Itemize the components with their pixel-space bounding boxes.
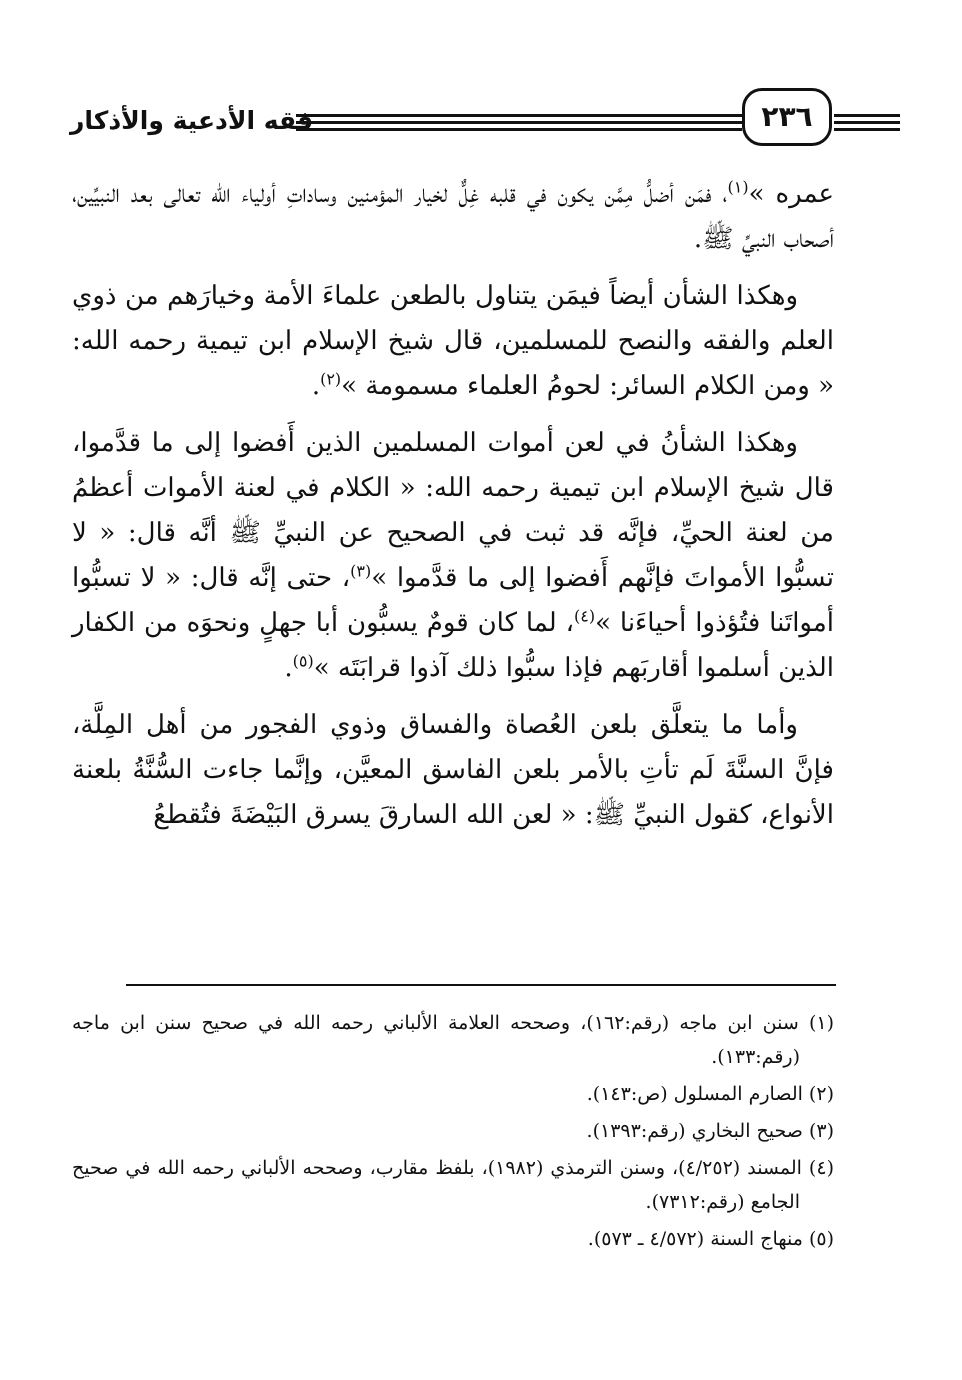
footnote-item: (٢) الصارم المسلول (ص:١٤٣). <box>586 1083 834 1105</box>
text-span: ، حتى إنَّه قال: « لا تسبُّوا أمواتَنا فتُؤذوا أحياءَنا » <box>72 563 834 638</box>
header-rule <box>296 114 742 117</box>
footnotes <box>72 1006 834 1259</box>
text-span: عمره » <box>748 179 834 209</box>
footnote-item: (١) سنن ابن ماجه (رقم:١٦٢)، وصححه العلامة الألباني رحمه الله في صحيح سنن ابن ماجه (رقم:١٣٣). <box>72 1012 834 1068</box>
footnote-ref: (٥) <box>292 651 314 671</box>
page-header <box>70 88 838 154</box>
text-span: وأما ما يتعلَّق بلعن العُصاة والفساق وذوي الفجور من أهل المِلَّة، فإنَّ السنَّةَ لَم تأتِ بالأمر بلعن الفاسق المعيَّن، وإنَّما جاءت السُّنَّةُ بلعنة الأنواع، كقول النبيِّ ﷺ: « لعن الله السارقَ يسرق البَيْضَةَ فتُقطعُ <box>72 710 834 830</box>
paragraph <box>72 421 834 691</box>
footnote-ref: (١) <box>727 177 749 197</box>
text-span: ، فمَن أضلُّ مِمَّن يكون في قلبه غِلٌّ لخيار المؤمنين وساداتِ أولياء الله تعالى بعد النبيِّين، أصحاب النبيِّ ﷺ. <box>72 179 834 254</box>
text-span: وهكذا الشأن أيضاً فيمَن يتناول بالطعن علماءَ الأمة وخيارَهم من ذوي العلم والفقه والنصح للمسلمين، قال شيخ الإسلام ابن تيمية رحمه الله: « ومن الكلام السائر: لحومُ العلماء مسمومة » <box>72 281 834 401</box>
text-span: . <box>284 653 293 683</box>
header-rule <box>834 128 900 131</box>
footnote-ref: (٢) <box>320 369 342 389</box>
paragraph <box>72 172 834 262</box>
paragraph <box>72 274 834 409</box>
header-rule <box>834 121 900 124</box>
header-rule <box>296 128 742 131</box>
text-span: وهكذا الشأنُ في لعن أموات المسلمين الذين أَفضوا إلى ما قدَّموا، قال شيخ الإسلام ابن تيمية رحمه الله: « الكلام في لعنة الأموات أعظمُ من لعنة الحيِّ، فإنَّه قد ثبت في الصحيح عن النبيِّ ﷺ أنَّه قال: « لا تسبُّوا الأمواتَ فإنَّهم أَفضوا إلى ما قدَّموا » <box>72 428 834 593</box>
footnote-ref: (٤) <box>574 606 596 626</box>
header-rule <box>296 121 742 124</box>
paragraph <box>72 703 834 838</box>
page-number: ٢٣٦ <box>742 88 832 146</box>
text-span: . <box>311 371 321 401</box>
footnote-ref: (٣) <box>350 561 372 581</box>
footnote-item: (٤) المسند (٤/٢٥٢)، وسنن الترمذي (١٩٨٢)، بلفظ مقارب، وصححه الألباني رحمه الله في صحيح الجامع (رقم:٧٣١٢). <box>72 1157 834 1213</box>
footnote-item: (٥) منهاج السنة (٤/٥٧٢ ـ ٥٧٣). <box>587 1228 834 1250</box>
footnote-separator <box>126 984 836 986</box>
footnote-item: (٣) صحيح البخاري (رقم:١٣٩٣). <box>586 1120 834 1142</box>
running-title: فقه الأدعية والأذكار <box>70 106 314 135</box>
header-rule <box>834 114 900 117</box>
text-span: ، لما كان قومٌ يسبُّون أبا جهلٍ ونحوَه من الكفار الذين أسلموا أقاربَهم فإذا سبُّوا ذلك آذوا قرابَتَه » <box>72 608 834 683</box>
main-text <box>72 172 834 850</box>
